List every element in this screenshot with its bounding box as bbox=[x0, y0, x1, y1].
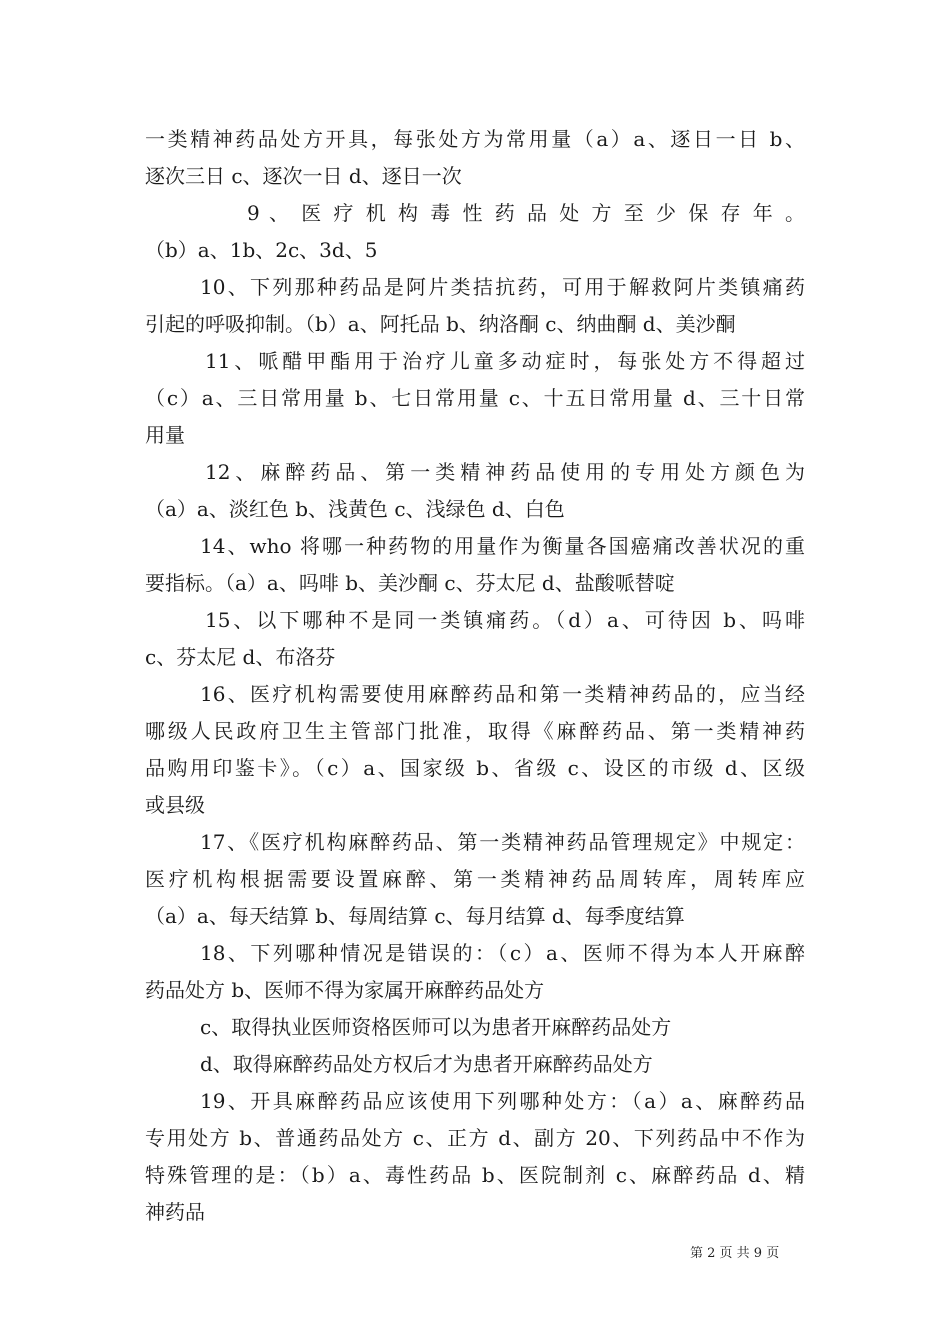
text-line: （a）a、淡红色 b、浅黄色 c、浅绿色 d、白色 bbox=[145, 497, 565, 521]
question-16-line: 16、医疗机构需要使用麻醉药品和第一类精神药品的，应当经 bbox=[200, 682, 805, 706]
text-line: （a）a、每天结算 b、每周结算 c、每月结算 d、每季度结算 bbox=[145, 904, 685, 928]
text-line: （c）a、三日常用量 b、七日常用量 c、十五日常用量 d、三十日常 bbox=[145, 386, 805, 410]
question-17-line: 17、《医疗机构麻醉药品、第一类精神药品管理规定》中规定： bbox=[200, 830, 805, 854]
text-line: 药品处方 b、医师不得为家属开麻醉药品处方 bbox=[145, 978, 545, 1002]
question-19-line: 19、开具麻醉药品应该使用下列哪种处方：（a）a、麻醉药品 bbox=[200, 1089, 805, 1113]
text-line: 医疗机构根据需要设置麻醉、第一类精神药品周转库，周转库应 bbox=[145, 867, 805, 891]
text-line: 特殊管理的是：（b）a、毒性药品 b、医院制剂 c、麻醉药品 d、精 bbox=[145, 1163, 805, 1187]
text-line: 品购用印鉴卡》。（c）a、国家级 b、省级 c、设区的市级 d、区级 bbox=[145, 756, 805, 780]
text-line: 用量 bbox=[145, 423, 185, 447]
text-line: 逐次三日 c、逐次一日 d、逐日一次 bbox=[145, 164, 462, 188]
text-line: 一类精神药品处方开具，每张处方为常用量（a）a、逐日一日 b、 bbox=[145, 127, 805, 151]
document-body bbox=[145, 121, 805, 1231]
text-line: c、取得执业医师资格医师可以为患者开麻醉药品处方 bbox=[200, 1015, 672, 1039]
text-line: 或县级 bbox=[145, 793, 205, 817]
text-line: c、芬太尼 d、布洛芬 bbox=[145, 645, 336, 669]
question-14-line: 14、who 将哪一种药物的用量作为衡量各国癌痛改善状况的重 bbox=[200, 534, 805, 558]
question-15-line: 15、以下哪种不是同一类镇痛药。（d）a、可待因 b、吗啡 bbox=[205, 608, 805, 632]
text-line: 哪级人民政府卫生主管部门批准，取得《麻醉药品、第一类精神药 bbox=[145, 719, 805, 743]
text-line: 引起的呼吸抑制。（b）a、阿托品 b、纳洛酮 c、纳曲酮 d、美沙酮 bbox=[145, 312, 736, 336]
text-line: 专用处方 b、普通药品处方 c、正方 d、副方 20、下列药品中不作为 bbox=[145, 1126, 805, 1150]
text-line: d、取得麻醉药品处方权后才为患者开麻醉药品处方 bbox=[200, 1052, 653, 1076]
question-11-line: 11、哌醋甲酯用于治疗儿童多动症时，每张处方不得超过 bbox=[205, 349, 805, 373]
question-9-line: 9 、 医 疗 机 构 毒 性 药 品 处 方 至 少 保 存 年 。 bbox=[247, 201, 805, 225]
page-number-footer: 第 2 页 共 9 页 bbox=[690, 1246, 780, 1261]
text-line: （b）a、1b、2c、3d、5 bbox=[145, 238, 378, 262]
question-12-line: 12、麻醉药品、第一类精神药品使用的专用处方颜色为 bbox=[205, 460, 805, 484]
text-line: 神药品 bbox=[145, 1200, 205, 1224]
question-18-line: 18、下列哪种情况是错误的：（c）a、医师不得为本人开麻醉 bbox=[200, 941, 805, 965]
text-line: 要指标。（a）a、吗啡 b、美沙酮 c、芬太尼 d、盐酸哌替啶 bbox=[145, 571, 675, 595]
question-10-line: 10、下列那种药品是阿片类拮抗药，可用于解救阿片类镇痛药 bbox=[200, 275, 805, 299]
